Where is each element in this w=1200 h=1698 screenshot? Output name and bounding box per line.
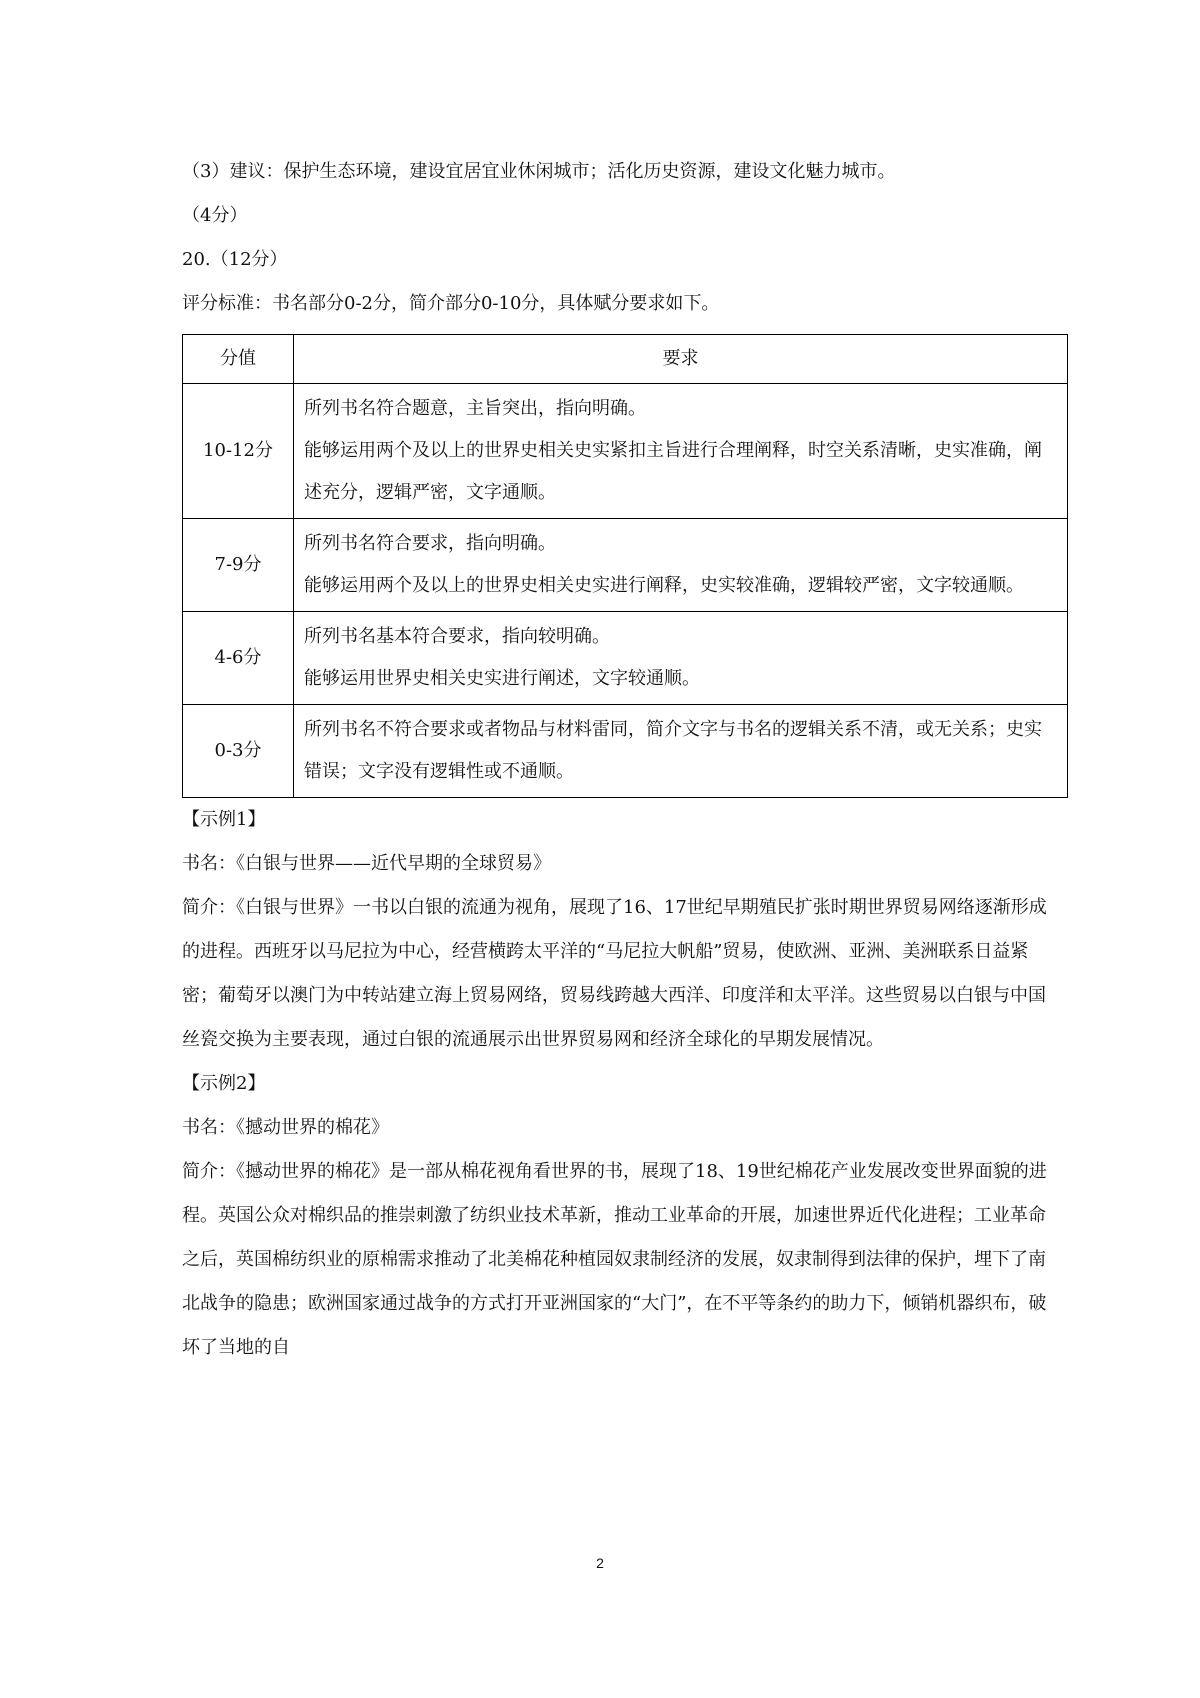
requirement-line: 所列书名符合题意，主旨突出，指向明确。 (304, 398, 646, 419)
requirement-cell (294, 384, 1068, 519)
score-cell: 10-12分 (183, 384, 294, 519)
example-heading: 【示例1】 (182, 809, 266, 830)
table-row (183, 705, 1068, 798)
header-requirement: 要求 (294, 335, 1068, 384)
header-score: 分值 (183, 335, 294, 384)
requirement-line: 能够运用世界史相关史实进行阐述，文字较通顺。 (304, 668, 700, 689)
example-2 (182, 1062, 1062, 1370)
example-book-title: 书名：《撼动世界的棉花》 (182, 1117, 389, 1138)
example-summary: 简介：《撼动世界的棉花》是一部从棉花视角看世界的书，展现了18、19世纪棉花产业发展改变世界面貌的进程。英国公众对棉织品的推崇刺激了纺织业技术革新，推动工业革命的开展，加速世界近代化进程；工业革命之后，英国棉纺织业的原棉需求推动了北美棉花种植园奴隶制经济的发展，奴隶制得到法律的保护，埋下了南北战争的隐患；欧洲国家通过战争的方式打开亚洲国家的“大门”，在不平等条约的助力下，倾销机器织布，破坏了当地的自 (182, 1161, 1047, 1358)
score-cell: 7-9分 (183, 519, 294, 612)
example-summary: 简介：《白银与世界》一书以白银的流通为视角，展现了16、17世纪早期殖民扩张时期世界贸易网络逐渐形成的进程。西班牙以马尼拉为中心，经营横跨太平洋的“马尼拉大帆船”贸易，使欧洲、亚洲、美洲联系日益紧密；葡萄牙以澳门为中转站建立海上贸易网络，贸易线跨越大西洋、印度洋和太平洋。这些贸易以白银与中国丝瓷交换为主要表现，通过白银的流通展示出世界贸易网和经济全球化的早期发展情况。 (182, 897, 1047, 1050)
score-cell: 0-3分 (183, 705, 294, 798)
question-number: 20.（12分） (182, 249, 288, 270)
requirement-cell (294, 705, 1068, 798)
requirement-cell (294, 519, 1068, 612)
page-content (182, 150, 1062, 1370)
score-cell: 4-6分 (183, 612, 294, 705)
example-heading: 【示例2】 (182, 1073, 266, 1094)
requirement-line: 能够运用两个及以上的世界史相关史实紧扣主旨进行合理阐释，时空关系清晰，史实准确，阐述充分，逻辑严密，文字通顺。 (304, 440, 1042, 503)
requirement-line: 能够运用两个及以上的世界史相关史实进行阐释，史实较准确，逻辑较严密，文字较通顺。 (304, 575, 1024, 596)
score-note: （4分） (182, 205, 248, 226)
table-row (183, 384, 1068, 519)
scoring-table (182, 334, 1068, 798)
requirement-line: 所列书名不符合要求或者物品与材料雷同，简介文字与书名的逻辑关系不清，或无关系；史实错误；文字没有逻辑性或不通顺。 (304, 719, 1042, 782)
scoring-criteria: 评分标准：书名部分0-2分，简介部分0-10分，具体赋分要求如下。 (182, 293, 720, 314)
table-header-row (183, 335, 1068, 384)
page-number: 2 (596, 1555, 604, 1571)
example-1 (182, 798, 1062, 1062)
example-book-title: 书名：《白银与世界——近代早期的全球贸易》 (182, 853, 551, 874)
table-row (183, 612, 1068, 705)
suggestion-line: （3）建议：保护生态环境，建设宜居宜业休闲城市；活化历史资源，建设文化魅力城市。 (182, 161, 896, 182)
table-row (183, 519, 1068, 612)
requirement-line: 所列书名符合要求，指向明确。 (304, 533, 556, 554)
requirement-line: 所列书名基本符合要求，指向较明确。 (304, 626, 610, 647)
requirement-cell (294, 612, 1068, 705)
